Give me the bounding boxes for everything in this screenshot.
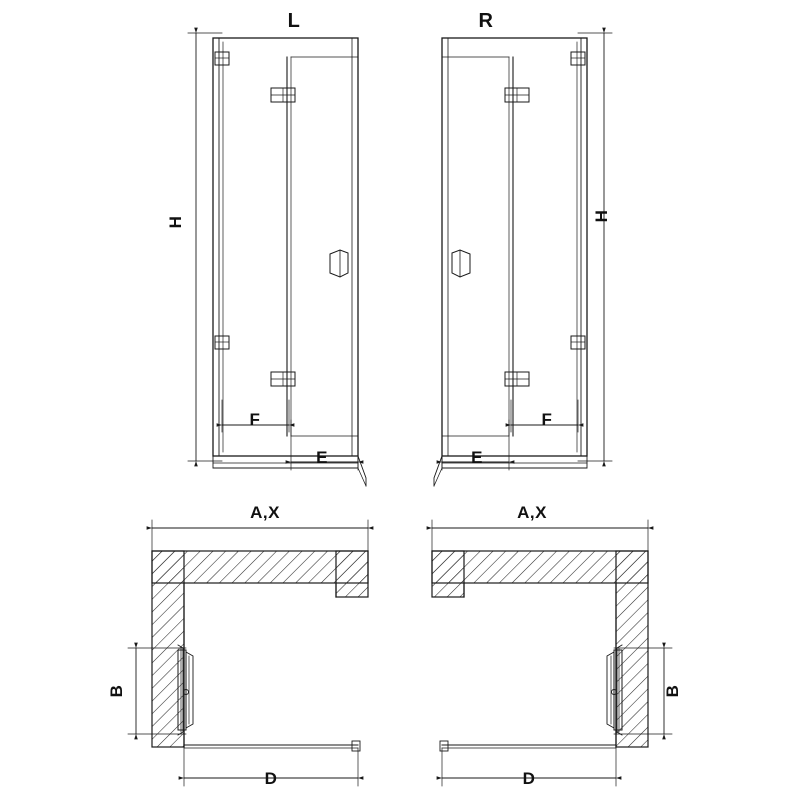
dimension-label-ax-right: A,X — [517, 503, 547, 522]
label-hand-left: L — [287, 10, 301, 32]
dimension-label-f-left: F — [249, 410, 261, 429]
label-hand-right: R — [478, 10, 494, 32]
dimension-label-b-left: B — [107, 684, 126, 698]
dimension-label-h-right: H — [592, 209, 611, 223]
dimension-label-f-right: F — [541, 410, 553, 429]
elevation-left-view — [188, 33, 366, 486]
dimension-label-e-right: E — [471, 448, 483, 467]
dimension-label-d-left: D — [264, 769, 278, 788]
dimension-label-d-right: D — [522, 769, 536, 788]
plan-right-view — [432, 520, 672, 786]
dimension-label-ax-left: A,X — [250, 503, 280, 522]
dimension-label-b-right: B — [663, 684, 682, 698]
elevation-right-view — [434, 33, 612, 486]
dimension-label-e-left: E — [316, 448, 328, 467]
dimension-label-h-left: H — [166, 215, 185, 229]
plan-left-view — [128, 520, 368, 786]
